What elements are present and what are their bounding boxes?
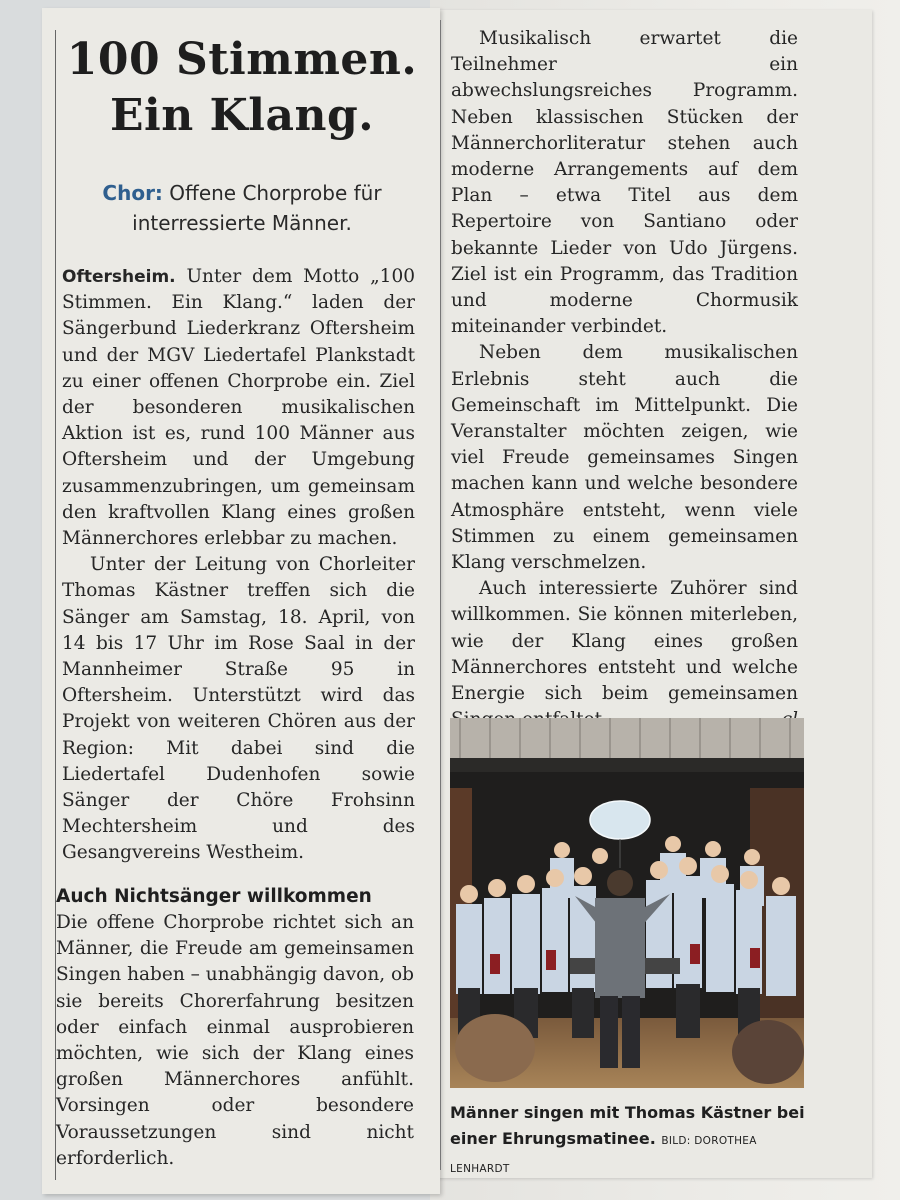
paragraph-2: Unter der Leitung von Chorleiter Thomas Kästner treffen sich die Sänger am Samstag, 18. April, von 14 bis 17 Uhr im Rose Saal in der Mannheimer Straße 95 in Oftersheim. Unterstützt wird das Projekt von weiteren Chören aus der Region: Mit dabei sind die Liedertafel Dudenhofen sowie Sänger der Chöre Frohsinn Mechtersheim und des Gesangvereins Westheim.	[62, 554, 415, 864]
caption-line-2: einer Ehrungsmatinee.	[450, 1129, 656, 1148]
headline-line-2: Ein Klang.	[109, 90, 375, 141]
subline-kicker: Chor:	[102, 181, 163, 205]
headline-line-1: 100 Stimmen.	[66, 34, 418, 85]
article-headline	[62, 32, 422, 144]
choir-photo	[450, 718, 804, 1088]
paragraph-4: Musikalisch erwartet die Teilnehmer ein abwechslungsreiches Programm. Neben klassischen Stücken der Männerchorliteratur stehen auch moderne Arrangements auf dem Plan – etwa Titel aus dem Repertoire von Santiano oder bekannte Lieder von Udo Jürgens. Ziel ist ein Programm, das Tradition und moderne Chormusik miteinander verbindet.	[451, 28, 798, 338]
paragraph-1	[62, 264, 415, 552]
subline-text-1: Offene Chorprobe für	[169, 181, 382, 205]
article-subline	[62, 178, 422, 238]
photo-caption	[450, 1100, 810, 1182]
column-1-top	[62, 264, 415, 867]
photo-credit: BILD: DOROTHEA LENHARDT	[450, 1135, 757, 1175]
column-rule-middle	[440, 20, 441, 1170]
paragraph-6	[451, 576, 798, 733]
caption-line-1: Männer singen mit Thomas Kästner bei	[450, 1103, 805, 1122]
column-1-bottom	[56, 884, 414, 1172]
paragraph-3: Die offene Chorprobe richtet sich an Männer, die Freude am gemeinsamen Singen haben – unabhängig davon, ob sie bereits Chorerfahrung besitzen oder einfach einmal ausprobieren möchten, wie sich der Klang eines großen Männerchores anfühlt. Vorsingen oder besondere Voraussetzungen sind nicht erforderlich.	[56, 912, 414, 1169]
paragraph-1-text: Unter dem Motto „100 Stimmen. Ein Klang.“ laden der Sängerbund Liederkranz Oftersheim und der MGV Liedertafel Plankstadt zu einer offenen Chorprobe ein. Ziel der besonderen musikalischen Aktion ist es, rund 100 Männer aus Oftersheim und der Umgebung zusammenzubringen, um gemeinsam den kraftvollen Klang eines großen Männerchores erlebbar zu machen.	[62, 266, 415, 550]
paragraph-5: Neben dem musikalischen Erlebnis steht auch die Gemeinschaft im Mittelpunkt. Die Veranstalter möchten zeigen, wie viel Freude gemeinsames Singen machen kann und welche besondere Atmosphäre entsteht, wenn viele Stimmen zu einem gemeinsamen Klang verschmelzen.	[451, 342, 798, 574]
subline-text-2: interressierte Männer.	[132, 211, 352, 235]
section-subhead: Auch Nichtsänger willkommen	[56, 886, 372, 907]
choir-photo-image	[450, 718, 804, 1088]
paragraph-6-text: Auch interessierte Zuhörer sind willkommen. Sie können miterleben, wie der Klang eines großen Männerchores entsteht und welche Energie sich beim gemeinsamen	[451, 578, 798, 705]
dateline: Oftersheim.	[62, 267, 176, 287]
column-2	[451, 26, 798, 733]
